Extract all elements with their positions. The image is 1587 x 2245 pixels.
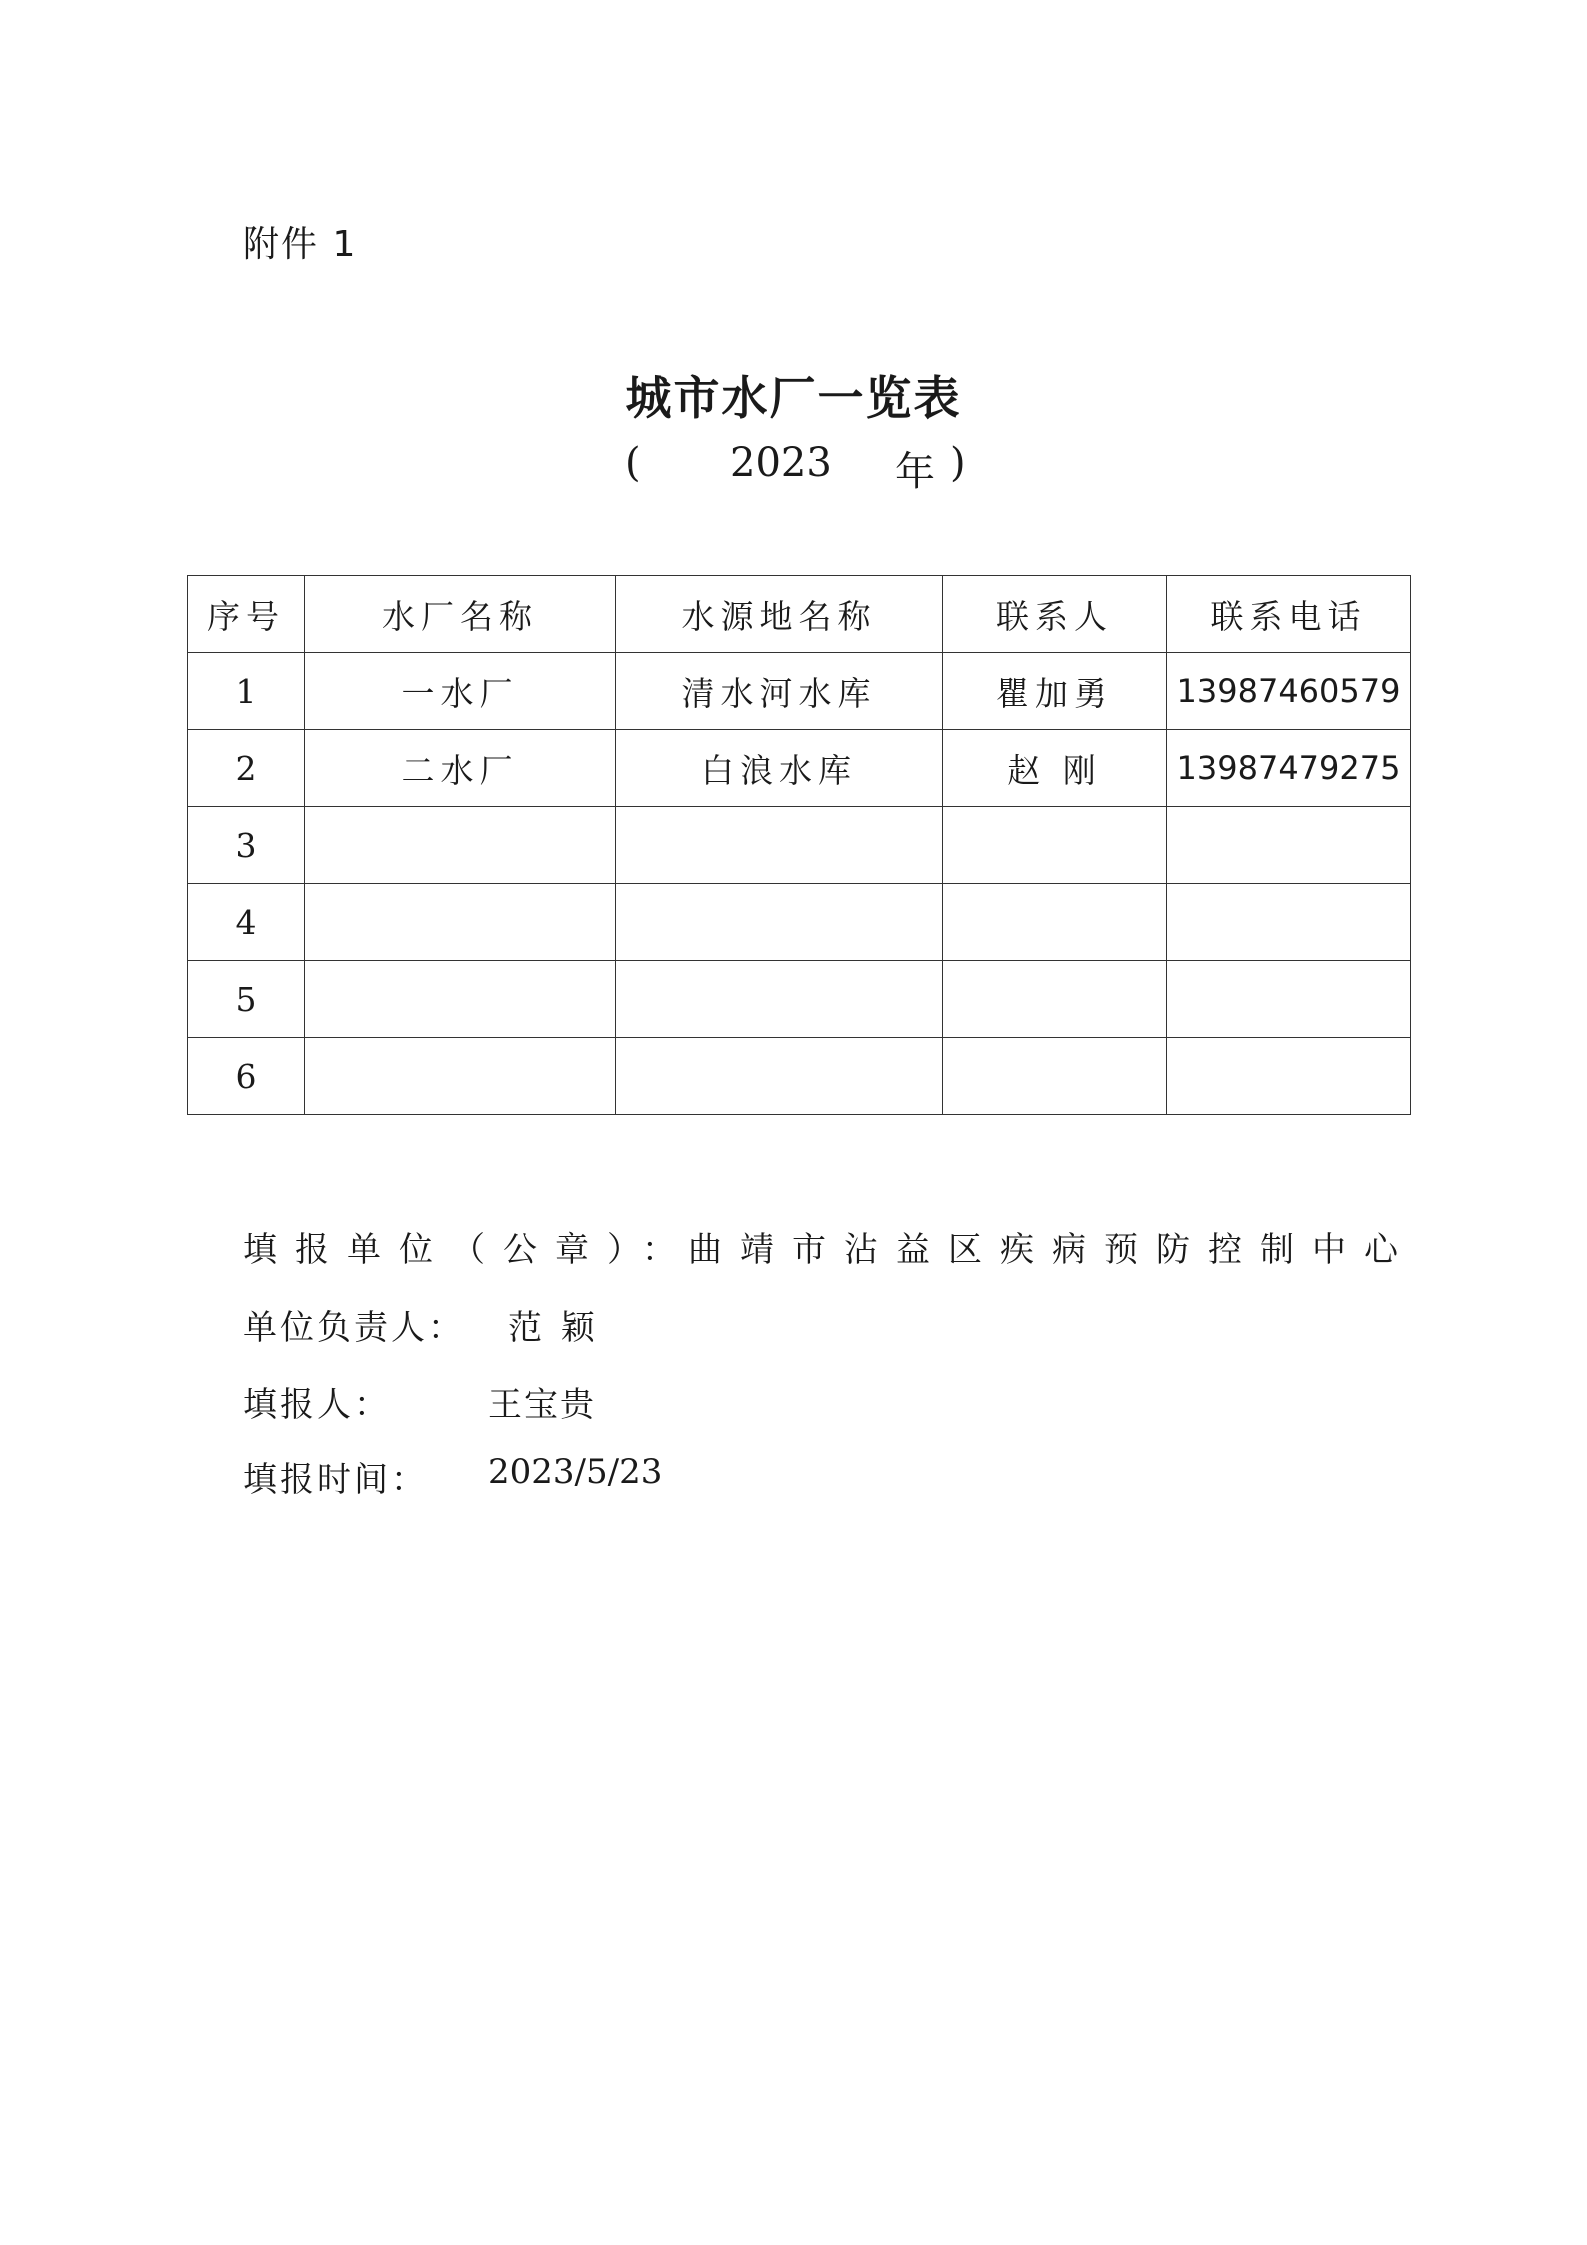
water-plant-table bbox=[187, 575, 1411, 1115]
footer-unit-line bbox=[243, 1222, 1443, 1270]
header-plant-name: 水厂名称 bbox=[305, 576, 616, 653]
cell-source-name: 白浪水库 bbox=[616, 730, 943, 807]
footer-leader-line bbox=[243, 1300, 943, 1348]
year-open-paren: ( bbox=[625, 440, 641, 486]
footer-time-value: 2023/5/23 bbox=[488, 1452, 663, 1492]
header-seq: 序号 bbox=[188, 576, 305, 653]
cell-seq: 3 bbox=[188, 807, 305, 884]
cell-seq: 4 bbox=[188, 884, 305, 961]
cell-plant-name bbox=[305, 1038, 616, 1115]
cell-seq: 1 bbox=[188, 653, 305, 730]
attachment-label: 附件 1 bbox=[243, 224, 358, 265]
cell-seq: 5 bbox=[188, 961, 305, 1038]
footer-filler-line bbox=[243, 1377, 943, 1425]
year-close-paren: ) bbox=[950, 440, 966, 486]
page-title: 城市水厂一览表 bbox=[625, 371, 962, 425]
cell-plant-name bbox=[305, 884, 616, 961]
cell-contact bbox=[943, 961, 1167, 1038]
table-row bbox=[188, 807, 1411, 884]
footer-filler-value: 王宝贵 bbox=[488, 1385, 596, 1425]
cell-contact bbox=[943, 884, 1167, 961]
footer-unit-value: 曲靖市沾益区疾病预防控制中心 bbox=[688, 1230, 1416, 1270]
cell-phone bbox=[1167, 807, 1411, 884]
table-row bbox=[188, 1038, 1411, 1115]
cell-plant-name: 一水厂 bbox=[305, 653, 616, 730]
footer-leader-value: 范 颖 bbox=[508, 1308, 599, 1348]
cell-contact: 瞿加勇 bbox=[943, 653, 1167, 730]
cell-phone: 13987460579 bbox=[1167, 653, 1411, 730]
cell-source-name bbox=[616, 807, 943, 884]
table-row bbox=[188, 730, 1411, 807]
cell-seq: 6 bbox=[188, 1038, 305, 1115]
cell-phone bbox=[1167, 884, 1411, 961]
cell-contact bbox=[943, 1038, 1167, 1115]
table-row bbox=[188, 653, 1411, 730]
year-suffix: 年 bbox=[895, 449, 935, 495]
table-row bbox=[188, 884, 1411, 961]
header-source-name: 水源地名称 bbox=[616, 576, 943, 653]
cell-source-name bbox=[616, 961, 943, 1038]
cell-phone bbox=[1167, 1038, 1411, 1115]
cell-phone bbox=[1167, 961, 1411, 1038]
cell-seq: 2 bbox=[188, 730, 305, 807]
footer-leader-label: 单位负责人： bbox=[243, 1308, 465, 1348]
footer-filler-label: 填报人： bbox=[243, 1385, 391, 1425]
year-value: 2023 bbox=[730, 440, 832, 486]
year-line bbox=[625, 440, 985, 495]
cell-source-name: 清水河水库 bbox=[616, 653, 943, 730]
footer-unit-label: 填报单位（公章）： bbox=[243, 1230, 694, 1270]
footer-time-label: 填报时间： bbox=[243, 1460, 428, 1500]
header-contact: 联系人 bbox=[943, 576, 1167, 653]
cell-phone: 13987479275 bbox=[1167, 730, 1411, 807]
cell-plant-name bbox=[305, 807, 616, 884]
cell-plant-name: 二水厂 bbox=[305, 730, 616, 807]
footer-time-line bbox=[243, 1452, 943, 1500]
cell-contact: 赵 刚 bbox=[943, 730, 1167, 807]
table-header-row bbox=[188, 576, 1411, 653]
table-row bbox=[188, 961, 1411, 1038]
cell-source-name bbox=[616, 1038, 943, 1115]
cell-plant-name bbox=[305, 961, 616, 1038]
cell-source-name bbox=[616, 884, 943, 961]
cell-contact bbox=[943, 807, 1167, 884]
header-phone: 联系电话 bbox=[1167, 576, 1411, 653]
